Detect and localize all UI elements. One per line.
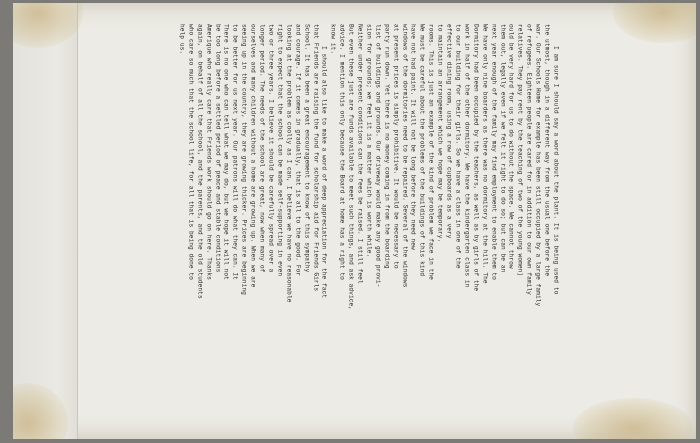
text-line: right to expect that the school can be made self-supporting in even [276, 24, 284, 277]
text-line: School. It has been a great encouragement to know of this sympathy [303, 24, 311, 273]
text-line: of refugees. Eighteen people are cared for in addition to our own family [525, 24, 533, 295]
text-line: But even these just are funds available to meet such things, and ask advice, [347, 24, 355, 310]
text-line: next year enough of the family may find employment to enable them to [490, 24, 498, 280]
text-line: advice. I mention this only because the Board at home has a right to [338, 24, 346, 280]
text-line: know it. [329, 24, 337, 55]
text-line: who care so much that the school life, for all that is being done to [187, 24, 195, 280]
text-line: have not had paint. It will not be long before they need new [409, 24, 417, 250]
text-line: again, on behalf of all the school, and the parents, and the old students [196, 24, 204, 299]
text-line: I should also like to make a word of deep appreciation for the fact [320, 46, 328, 299]
text-line: at present prices is simply prohibitive. It would be necessary to [392, 24, 400, 269]
text-line: sion for grounds; we feel it is a matter which is worth while. [365, 24, 373, 258]
text-line: relatives. They pay rent by the teaching of two of the young women) [516, 24, 524, 277]
text-line: Neither under present conditions can the fees be raised. I still feel [356, 24, 364, 284]
text-line: help us. [178, 24, 186, 55]
letter-body-text [177, 24, 560, 434]
text-line: We have only nine boarders as there was no dormitory at the hill. The [481, 24, 489, 284]
text-line: them out, legally even if we felt it right to do so; but can be an [499, 24, 507, 273]
text-line: be too long before a settled period of peace and stable conditions [214, 24, 222, 273]
stain-bottom-right [573, 398, 693, 439]
page-fold-margin [13, 3, 78, 439]
text-line: effective dining room, using a row of cupboards as a very [445, 24, 453, 239]
text-line: party run down. Yet there is no money coming in from the boarding [383, 24, 391, 269]
text-line: the utmost, though in a different way from the usual one before the [543, 24, 551, 277]
text-line: Dormitory had been occupied by the teachers, as well as by girls of the [472, 24, 480, 292]
text-line: list of buildings and grounds. Our driveway would make any good provi- [374, 24, 382, 288]
text-line: that Friends are raising the fund for scholarship aid for Friends Girls [312, 24, 320, 292]
text-line: two or three years. I believe it should be carefully spread over a [267, 24, 275, 273]
text-line: I am sure I should say a word about the plant. It is being used to [552, 46, 560, 295]
text-line: to maintain an arrangement which we hope may be temporary. [436, 24, 444, 243]
stain-top-right [613, 3, 696, 43]
text-line: There is no one who can tell what we may do, but we hope it will not [222, 24, 230, 280]
text-line: ourselves and many children without a home are growing up. When we are [249, 24, 257, 288]
text-line: and courage. If it comes in gradually, that is all to the good. For [294, 24, 302, 277]
text-line: seeing up in the country, they are growing thicker. Prices are beginning [240, 24, 248, 295]
text-line: ould be very hard for us to do without the space. We cannot throw [507, 24, 515, 269]
text-line: war. Our Schools Home for example has been still occupied by a large family [534, 24, 542, 307]
text-line: Amerique who really care that Friends work should go on here. Thanks [205, 24, 213, 280]
text-line: rooms. This is just an example of the kind of problem we face in the [427, 24, 435, 280]
text-line: looking at the problem as coolly as I can, I believe we have no reasonable [285, 24, 293, 303]
text-line: windows of the dormitories need to be repaired. Several of the windows [401, 24, 409, 288]
text-line: to be better for us next year. Our patrons will do what they can. It [231, 24, 239, 280]
typewritten-page [13, 3, 696, 439]
text-line: longer period. The needs of the school are great, now when many of [258, 24, 266, 273]
text-line: We must be careful about the problems of the buildings of this kind [418, 24, 426, 277]
text-line: to our building for their girls. So we have a class in one of the [454, 24, 462, 269]
text-line: work in half of the other dormitory. We have the kindergarten class in [463, 24, 471, 288]
